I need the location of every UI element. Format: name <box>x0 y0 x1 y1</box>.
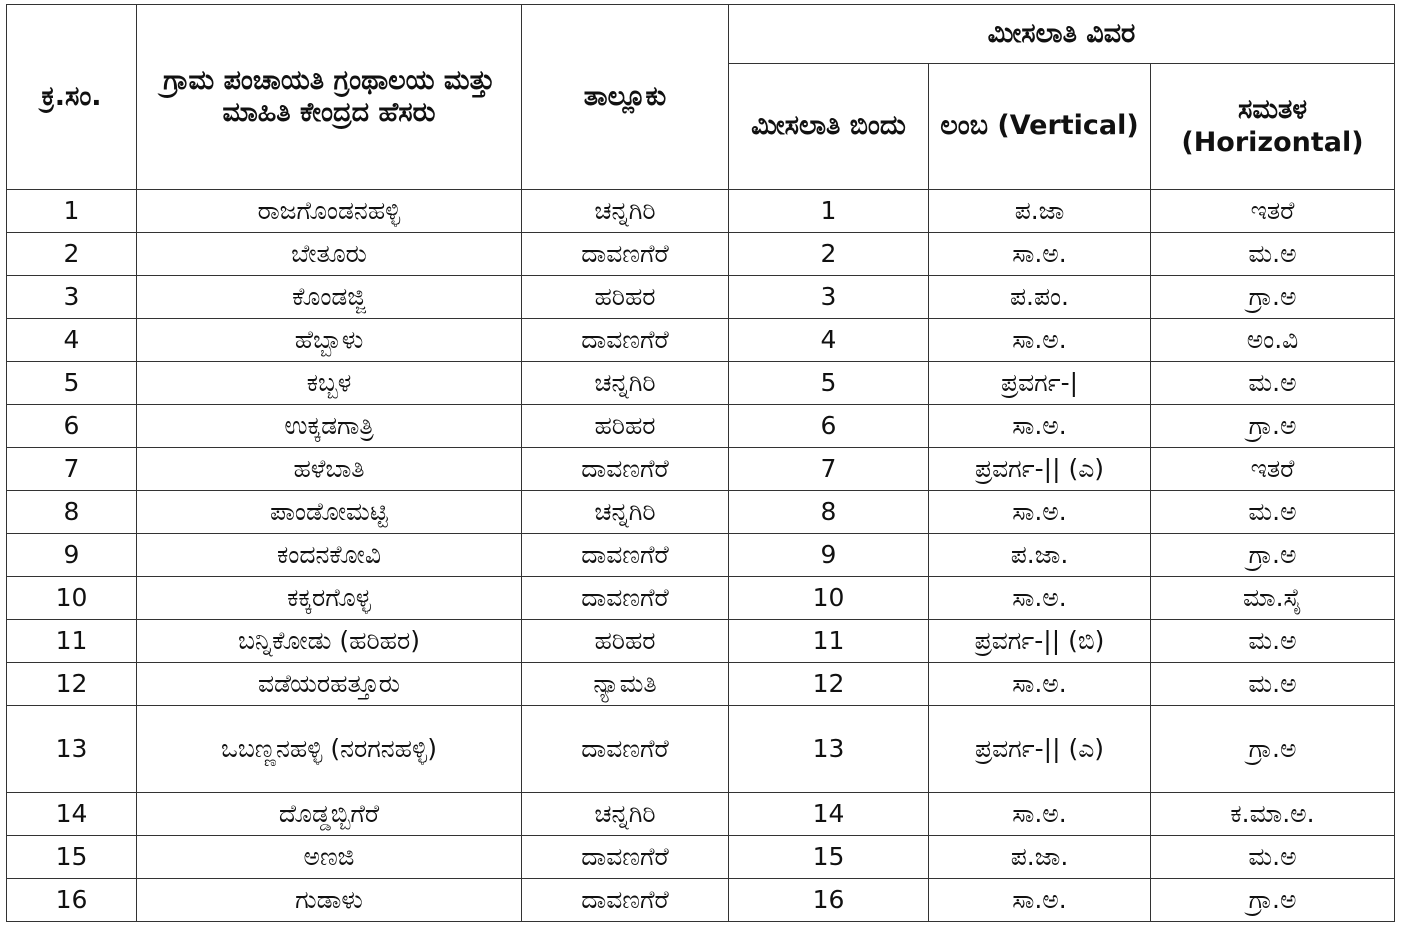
cell-taluk: ನ್ಯಾಮತಿ <box>522 663 729 706</box>
cell-vertical: ಸಾ.ಅ. <box>929 577 1151 620</box>
cell-serial: 12 <box>7 663 137 706</box>
cell-reservation-point: 15 <box>729 836 929 879</box>
cell-library-name: ವಡೆಯರಹತ್ತೂರು <box>137 663 522 706</box>
header-vertical: ಲಂಬ (Vertical) <box>929 64 1151 190</box>
cell-horizontal: ಇತರೆ <box>1151 190 1395 233</box>
header-reservation-point: ಮೀಸಲಾತಿ ಬಿಂದು <box>729 64 929 190</box>
reservation-table <box>6 4 1395 922</box>
table-row <box>7 319 1395 362</box>
cell-reservation-point: 3 <box>729 276 929 319</box>
cell-library-name: ಕಬ್ಬಳ <box>137 362 522 405</box>
table-row <box>7 793 1395 836</box>
table-row <box>7 620 1395 663</box>
cell-taluk: ದಾವಣಗೆರೆ <box>522 706 729 793</box>
cell-horizontal: ಮ.ಅ <box>1151 233 1395 276</box>
cell-library-name: ಕಂದನಕೋವಿ <box>137 534 522 577</box>
table-row <box>7 577 1395 620</box>
table-row <box>7 534 1395 577</box>
cell-serial: 5 <box>7 362 137 405</box>
cell-reservation-point: 4 <box>729 319 929 362</box>
cell-horizontal: ಮ.ಅ <box>1151 620 1395 663</box>
cell-taluk: ಚನ್ನಗಿರಿ <box>522 793 729 836</box>
cell-reservation-point: 11 <box>729 620 929 663</box>
cell-serial: 3 <box>7 276 137 319</box>
cell-reservation-point: 2 <box>729 233 929 276</box>
cell-taluk: ದಾವಣಗೆರೆ <box>522 233 729 276</box>
header-row-top <box>7 5 1395 64</box>
cell-vertical: ಸಾ.ಅ. <box>929 405 1151 448</box>
cell-serial: 13 <box>7 706 137 793</box>
cell-taluk: ದಾವಣಗೆರೆ <box>522 577 729 620</box>
cell-taluk: ದಾವಣಗೆರೆ <box>522 319 729 362</box>
cell-reservation-point: 16 <box>729 879 929 922</box>
cell-vertical: ಪ.ಜಾ <box>929 190 1151 233</box>
cell-vertical: ಸಾ.ಅ. <box>929 491 1151 534</box>
cell-horizontal: ಗ್ರಾ.ಅ <box>1151 534 1395 577</box>
cell-horizontal: ಅಂ.ವಿ <box>1151 319 1395 362</box>
cell-horizontal: ಗ್ರಾ.ಅ <box>1151 276 1395 319</box>
cell-reservation-point: 9 <box>729 534 929 577</box>
cell-reservation-point: 6 <box>729 405 929 448</box>
cell-vertical: ಸಾ.ಅ. <box>929 793 1151 836</box>
cell-horizontal: ಮ.ಅ <box>1151 362 1395 405</box>
cell-horizontal: ಮ.ಅ <box>1151 663 1395 706</box>
header-taluk: ತಾಲ್ಲೂಕು <box>522 5 729 190</box>
table-row <box>7 190 1395 233</box>
cell-vertical: ಪ.ಜಾ. <box>929 534 1151 577</box>
header-horizontal: ಸಮತಳ (Horizontal) <box>1151 64 1395 190</box>
cell-library-name: ದೊಡ್ಡಬ್ಬಿಗೆರೆ <box>137 793 522 836</box>
cell-horizontal: ಗ್ರಾ.ಅ <box>1151 706 1395 793</box>
cell-library-name: ಕಕ್ಕರಗೊಳ್ಳ <box>137 577 522 620</box>
cell-serial: 6 <box>7 405 137 448</box>
table-row <box>7 276 1395 319</box>
cell-vertical: ಪ್ರವರ್ಗ-| <box>929 362 1151 405</box>
cell-vertical: ಪ್ರವರ್ಗ-|| (ಎ) <box>929 448 1151 491</box>
cell-horizontal: ಮ.ಅ <box>1151 491 1395 534</box>
table-row <box>7 879 1395 922</box>
cell-taluk: ದಾವಣಗೆರೆ <box>522 534 729 577</box>
cell-horizontal: ಗ್ರಾ.ಅ <box>1151 879 1395 922</box>
cell-horizontal: ಇತರೆ <box>1151 448 1395 491</box>
cell-taluk: ದಾವಣಗೆರೆ <box>522 879 729 922</box>
cell-reservation-point: 7 <box>729 448 929 491</box>
reservation-table-sheet <box>6 4 1394 922</box>
table-row <box>7 836 1395 879</box>
cell-taluk: ಹರಿಹರ <box>522 620 729 663</box>
cell-library-name: ಕೊಂಡಜ್ಜಿ <box>137 276 522 319</box>
cell-reservation-point: 8 <box>729 491 929 534</box>
cell-vertical: ಸಾ.ಅ. <box>929 233 1151 276</box>
cell-vertical: ಪ್ರವರ್ಗ-|| (ಬಿ) <box>929 620 1151 663</box>
cell-library-name: ಬನ್ನಿಕೋಡು (ಹರಿಹರ) <box>137 620 522 663</box>
cell-taluk: ದಾವಣಗೆರೆ <box>522 836 729 879</box>
cell-taluk: ದಾವಣಗೆರೆ <box>522 448 729 491</box>
cell-taluk: ಹರಿಹರ <box>522 276 729 319</box>
cell-serial: 11 <box>7 620 137 663</box>
cell-serial: 8 <box>7 491 137 534</box>
cell-library-name: ಪಾಂಡೋಮಟ್ಟಿ <box>137 491 522 534</box>
cell-serial: 10 <box>7 577 137 620</box>
table-row <box>7 233 1395 276</box>
cell-library-name: ಹೆಬ್ಬಾಳು <box>137 319 522 362</box>
cell-taluk: ಹರಿಹರ <box>522 405 729 448</box>
cell-library-name: ಅಣಜಿ <box>137 836 522 879</box>
cell-vertical: ಪ್ರವರ್ಗ-|| (ಎ) <box>929 706 1151 793</box>
table-row <box>7 706 1395 793</box>
table-row <box>7 491 1395 534</box>
cell-serial: 14 <box>7 793 137 836</box>
cell-serial: 2 <box>7 233 137 276</box>
header-reservation-details: ಮೀಸಲಾತಿ ವಿವರ <box>729 5 1395 64</box>
cell-reservation-point: 14 <box>729 793 929 836</box>
cell-library-name: ಗುಡಾಳು <box>137 879 522 922</box>
cell-serial: 7 <box>7 448 137 491</box>
cell-library-name: ರಾಜಗೊಂಡನಹಳ್ಳಿ <box>137 190 522 233</box>
cell-library-name: ಒಬಣ್ಣನಹಳ್ಳಿ (ನರಗನಹಳ್ಳಿ) <box>137 706 522 793</box>
table-row <box>7 663 1395 706</box>
cell-vertical: ಪ.ಪಂ. <box>929 276 1151 319</box>
cell-taluk: ಚನ್ನಗಿರಿ <box>522 362 729 405</box>
cell-horizontal: ಮಾ.ಸೈ <box>1151 577 1395 620</box>
header-serial: ಕ್ರ.ಸಂ. <box>7 5 137 190</box>
cell-reservation-point: 10 <box>729 577 929 620</box>
cell-horizontal: ಮ.ಅ <box>1151 836 1395 879</box>
cell-library-name: ಉಕ್ಕಡಗಾತ್ರಿ <box>137 405 522 448</box>
cell-vertical: ಪ.ಜಾ. <box>929 836 1151 879</box>
cell-reservation-point: 1 <box>729 190 929 233</box>
cell-taluk: ಚನ್ನಗಿರಿ <box>522 190 729 233</box>
cell-vertical: ಸಾ.ಅ. <box>929 663 1151 706</box>
cell-vertical: ಸಾ.ಅ. <box>929 319 1151 362</box>
cell-library-name: ಹಳೆಬಾತಿ <box>137 448 522 491</box>
cell-vertical: ಸಾ.ಅ. <box>929 879 1151 922</box>
cell-reservation-point: 12 <box>729 663 929 706</box>
cell-horizontal: ಕ.ಮಾ.ಅ. <box>1151 793 1395 836</box>
table-row <box>7 448 1395 491</box>
cell-serial: 1 <box>7 190 137 233</box>
cell-taluk: ಚನ್ನಗಿರಿ <box>522 491 729 534</box>
cell-horizontal: ಗ್ರಾ.ಅ <box>1151 405 1395 448</box>
cell-reservation-point: 5 <box>729 362 929 405</box>
cell-reservation-point: 13 <box>729 706 929 793</box>
header-library-name: ಗ್ರಾಮ ಪಂಚಾಯತಿ ಗ್ರಂಥಾಲಯ ಮತ್ತು ಮಾಹಿತಿ ಕೇಂದ್ರದ ಹೆಸರು <box>137 5 522 190</box>
cell-serial: 9 <box>7 534 137 577</box>
cell-serial: 16 <box>7 879 137 922</box>
cell-serial: 15 <box>7 836 137 879</box>
cell-serial: 4 <box>7 319 137 362</box>
table-row <box>7 362 1395 405</box>
cell-library-name: ಬೇತೂರು <box>137 233 522 276</box>
table-row <box>7 405 1395 448</box>
